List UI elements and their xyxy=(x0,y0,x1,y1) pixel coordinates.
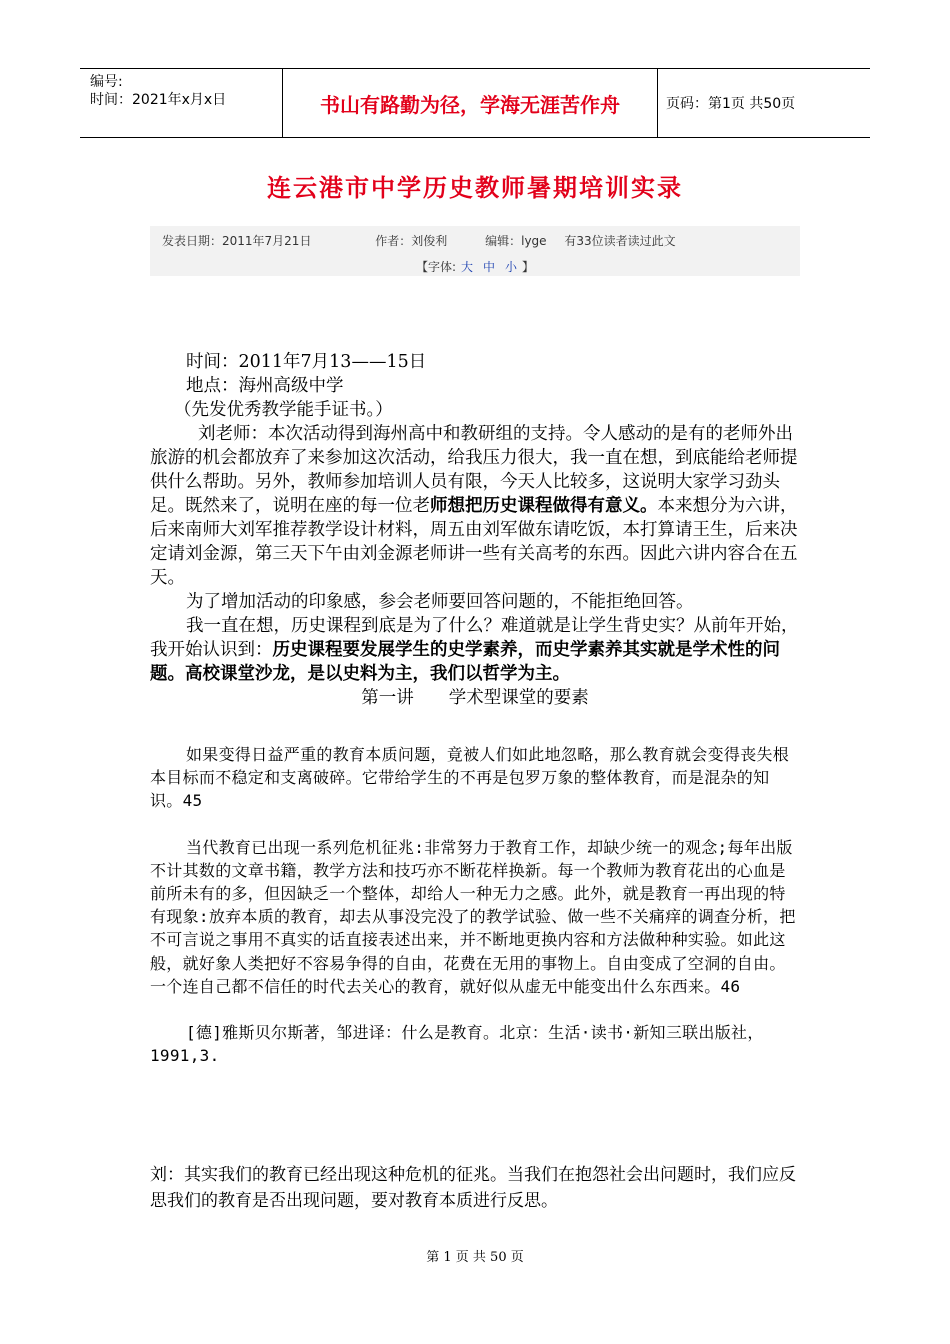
p1-bold: 师想把历史课程做得有意义。 xyxy=(430,496,658,516)
paragraph-4: 刘：其实我们的教育已经出现这种危机的征兆。当我们在抱怨社会出问题时，我们应反思我们的教育是否出现问题，要对教育本质进行反思。 xyxy=(150,1165,796,1211)
quote-1: 如果变得日益严重的教育本质问题，竟被人们如此地忽略，那么教育就会变得丧失根本目标而不稳定和支离破碎。它带给学生的不再是包罗万象的整体教育，而是混杂的知识。45 xyxy=(150,745,790,811)
p3-text: 我一直在想，历史课程到底是为了什么？难道就是让学生背史实？从前年开始，我开始认识到： xyxy=(150,616,799,660)
p1-text: 刘老师：本次活动得到海州高中和教研组的支持。令人感动的是有的老师外出旅游的机会都放弃了来参加这次活动，给我压力很大，我一直在想，到底能给老师提供什么帮助。另外，教师参加培训人员有限，今天人比较多，这说明大家学习劲头足。既然来了，说明在座的每一位老 xyxy=(150,424,798,516)
paragraph-3 xyxy=(150,614,800,686)
font-large-link[interactable]: 大 xyxy=(460,260,473,274)
quote-source: [德]雅斯贝尔斯著，邹进译：什么是教育。北京：生活·读书·新知三联出版社，1991,3. xyxy=(150,1023,764,1066)
article-body xyxy=(150,350,800,710)
paragraph-1 xyxy=(150,422,800,590)
header-left-cell xyxy=(80,69,282,137)
font-size-selector xyxy=(150,258,800,275)
lecture-heading: 第一讲 学术型课堂的要素 xyxy=(361,688,589,708)
page-info: 页码：第1页 共50页 xyxy=(666,96,796,112)
publish-date: 发表日期：2011年7月21日 xyxy=(162,234,312,248)
commentary-block xyxy=(150,1162,800,1214)
font-medium-link[interactable]: 中 xyxy=(483,260,496,274)
font-open: 【字体: xyxy=(415,260,456,274)
number-label: 编号: xyxy=(90,74,123,90)
quote-2: 当代教育已出现一系列危机征兆:非常努力于教育工作，却缺少统一的观念;每年出版不计其数的文章书籍，教学方法和技巧亦不断花样换新。每一个教师为教育花出的心血是前所未有的多，但因缺乏一个整体，却给人一种无力之感。此外，就是教育一再出现的特有现象:放弃本质的教育，却去从事没完没了的教学试验、做一些不关痛痒的调查分析，把不可言说之事用不真实的话直接表述出来，并不断地更换内容和方法做种种实验。如此这般，就好象人类把好不容易争得的自由，花费在无用的事物上。自由变成了空洞的自由。一个连自己都不信任的时代去关心的教育，就好似从虚无中能变出什么东西来。46 xyxy=(150,837,796,996)
font-close: 】 xyxy=(522,260,535,274)
quotation-block xyxy=(150,743,800,1090)
article-title: 连云港市中学历史教师暑期培训实录 xyxy=(267,174,683,202)
time-line: 时间：2011年7月13——15日 xyxy=(186,352,427,372)
editor: 编辑：lyge xyxy=(485,234,547,248)
paragraph-2: 为了增加活动的印象感，参会老师要回答问题的，不能拒绝回答。 xyxy=(186,592,694,612)
p1-text-2: 本来想分为六讲，后来南师大刘军推荐教学设计材料，周五由刘军做东请吃饭，本打算请王生，后来决定请刘金源，第三天下午由刘金源老师讲一些有关高考的东西。因此六讲内容合在五天。 xyxy=(150,496,798,588)
article-meta xyxy=(150,226,800,276)
header-table xyxy=(80,68,870,138)
author: 作者：刘俊利 xyxy=(375,234,448,248)
font-small-link[interactable]: 小 xyxy=(505,260,518,274)
place-line: 地点：海州高级中学 xyxy=(186,376,344,396)
page-footer: 第 1 页 共 50 页 xyxy=(426,1250,524,1265)
time-label: 时间：2021年x月x日 xyxy=(90,92,227,108)
note-line: （先发优秀教学能手证书。） xyxy=(174,400,393,420)
motto: 书山有路勤为径，学海无涯苦作舟 xyxy=(282,69,658,137)
reader-count: 有33位读者读过此文 xyxy=(564,234,676,248)
p3-bold: 历史课程要发展学生的史学素养，而史学素养其实就是学术性的问题。高校课堂沙龙，是以史料为主，我们以哲学为主。 xyxy=(150,640,780,684)
